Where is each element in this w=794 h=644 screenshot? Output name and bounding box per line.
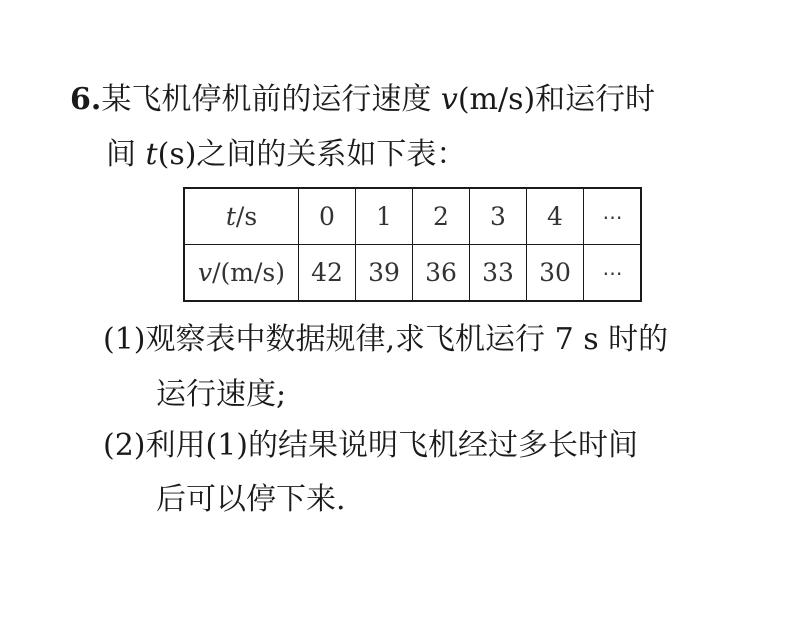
table-cell-ellipsis: ⋯ <box>584 245 642 302</box>
table-cell: 4 <box>527 188 584 245</box>
question-text-2b: (s)之间的关系如下表： <box>157 137 467 172</box>
table-row-time <box>184 188 641 245</box>
table-cell: 33 <box>470 245 527 302</box>
table-cell: 1 <box>356 188 413 245</box>
question-line-1 <box>70 80 655 120</box>
question-text-1b: (m/s)和运行时 <box>457 82 656 117</box>
table-cell: 36 <box>413 245 470 302</box>
question-text-1a: 某飞机停机前的运行速度 <box>101 82 441 117</box>
table-cell: 3 <box>470 188 527 245</box>
time-variable: t <box>145 137 158 172</box>
data-table <box>183 187 642 302</box>
question-line-2 <box>106 135 466 175</box>
table-header-time <box>184 188 299 245</box>
table-cell: 2 <box>413 188 470 245</box>
time-header-variable: t <box>225 202 236 231</box>
table-cell: 30 <box>527 245 584 302</box>
subquestion-1-line-2: 运行速度; <box>156 377 287 412</box>
velocity-variable: v <box>440 82 458 117</box>
velocity-header-unit: /(m/s) <box>212 258 285 287</box>
table-cell-ellipsis: ⋯ <box>584 188 642 245</box>
subquestion-2-line-2: 后可以停下来. <box>156 482 346 517</box>
table-cell: 0 <box>299 188 356 245</box>
velocity-header-variable: v <box>197 258 213 287</box>
subquestion-1-line-1: (1)观察表中数据规律,求飞机运行 7 s 时的 <box>103 322 669 357</box>
time-header-unit: /s <box>235 202 258 231</box>
question-number: 6. <box>70 82 102 117</box>
table-cell: 39 <box>356 245 413 302</box>
table-header-velocity <box>184 245 299 302</box>
question-text-2a: 间 <box>106 137 146 172</box>
subquestion-2-line-1: (2)利用(1)的结果说明飞机经过多长时间 <box>103 428 638 463</box>
table-row-velocity <box>184 245 641 302</box>
table-cell: 42 <box>299 245 356 302</box>
